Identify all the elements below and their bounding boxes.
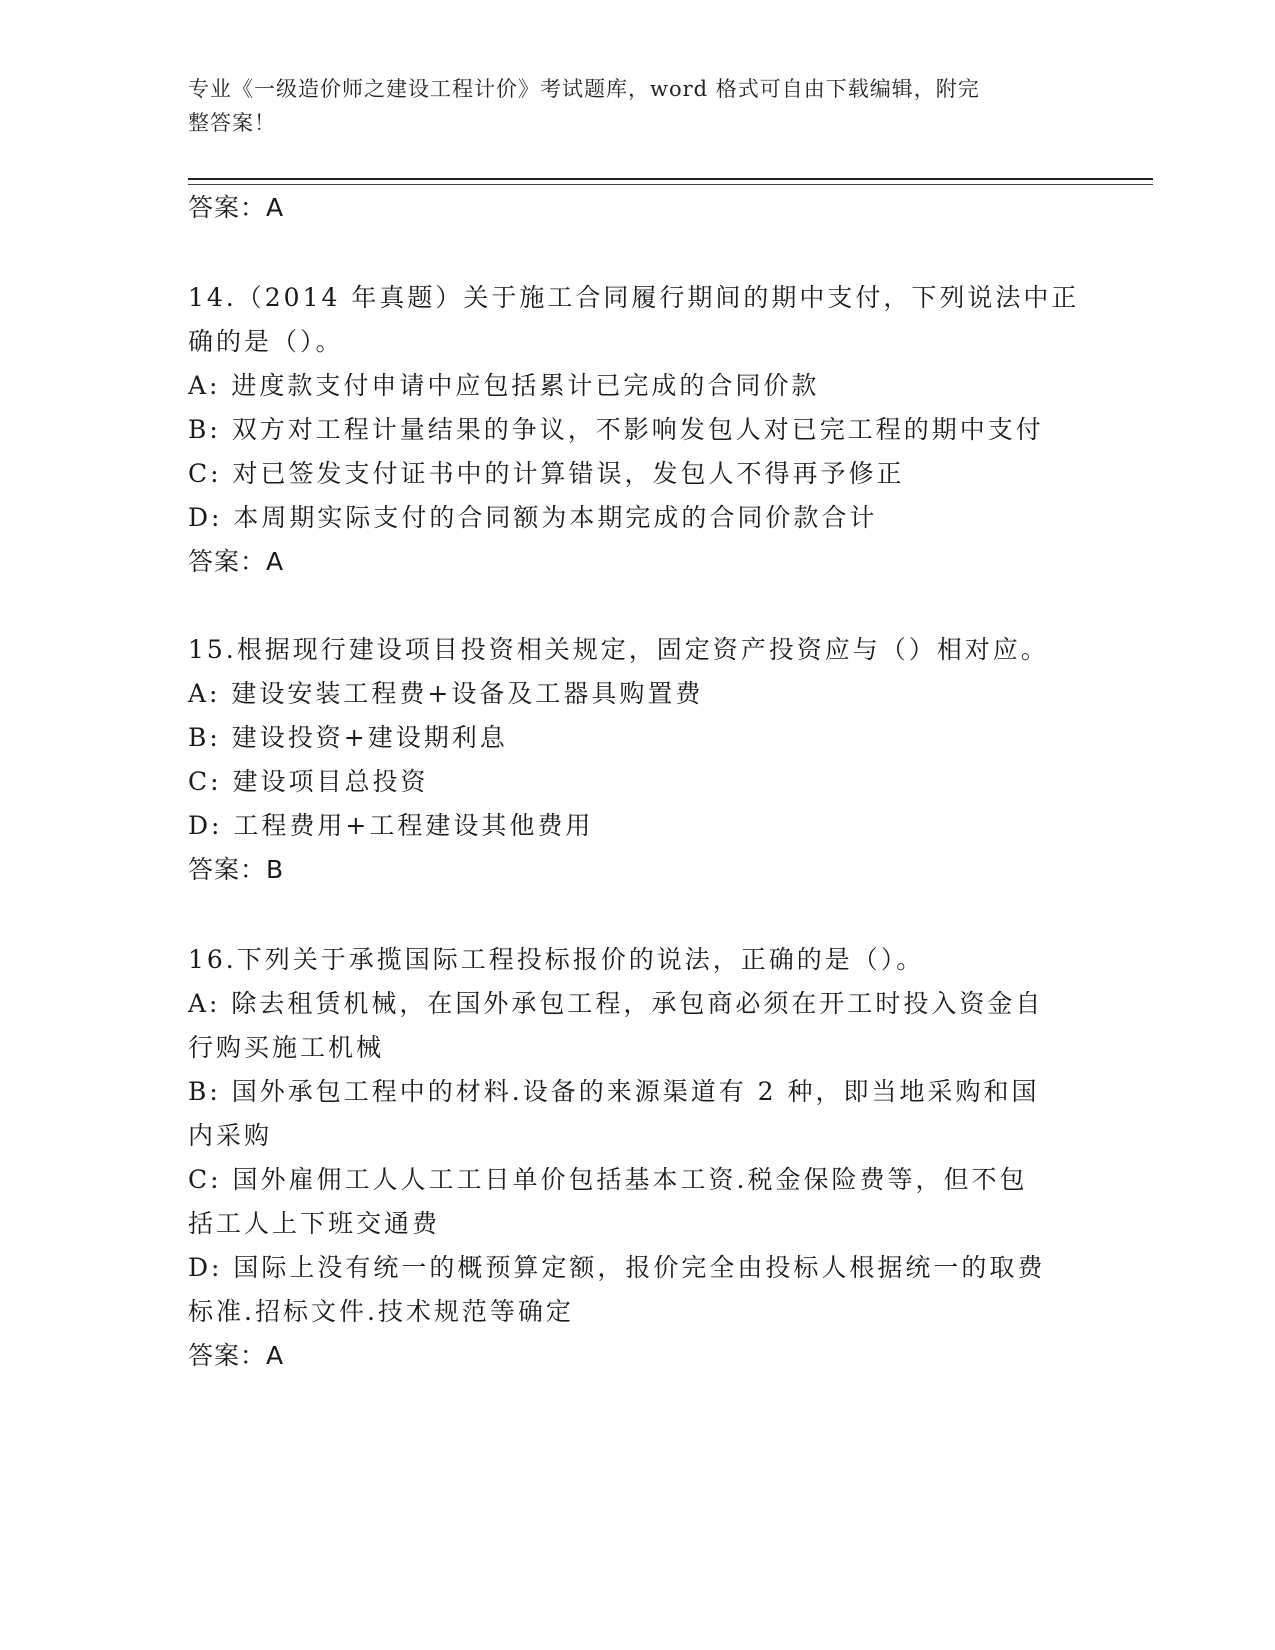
question-16-option-d-line-2: 标准.招标文件.技术规范等确定 bbox=[188, 1297, 574, 1326]
question-16-option-c-line-2: 括工人上下班交通费 bbox=[188, 1209, 441, 1238]
question-15-option-a: A: 建设安装工程费+设备及工器具购置费 bbox=[188, 679, 704, 708]
question-15-option-d: D: 工程费用+工程建设其他费用 bbox=[188, 811, 594, 840]
question-14-option-a: A: 进度款支付申请中应包括累计已完成的合同价款 bbox=[188, 371, 820, 400]
question-16-option-a-line-2: 行购买施工机械 bbox=[188, 1033, 385, 1062]
header-rule-thin bbox=[188, 184, 1153, 185]
question-16-option-b-line-1: B: 国外承包工程中的材料.设备的来源渠道有 2 种，即当地采购和国 bbox=[188, 1077, 1040, 1106]
question-16-option-b-line-2: 内采购 bbox=[188, 1121, 273, 1150]
header-line-1: 专业《一级造价师之建设工程计价》考试题库，word 格式可自由下载编辑，附完 bbox=[188, 77, 980, 101]
question-14-option-c: C: 对已签发支付证书中的计算错误，发包人不得再予修正 bbox=[188, 459, 905, 488]
question-14-option-d: D: 本周期实际支付的合同额为本期完成的合同价款合计 bbox=[188, 503, 878, 532]
answer-previous: 答案：A bbox=[188, 193, 285, 222]
question-15-option-c: C: 建设项目总投资 bbox=[188, 767, 429, 796]
document-header bbox=[188, 72, 1088, 140]
question-14-answer: 答案：A bbox=[188, 547, 285, 576]
header-line-2: 整答案！ bbox=[188, 111, 276, 135]
question-14-stem-line-2: 确的是（）。 bbox=[188, 327, 344, 356]
question-16-option-c-line-1: C: 国外雇佣工人人工工日单价包括基本工资.税金保险费等，但不包 bbox=[188, 1165, 1028, 1194]
question-14-stem-line-1: 14.（2014 年真题）关于施工合同履行期间的期中支付，下列说法中正 bbox=[188, 283, 1080, 312]
question-16-stem: 16.下列关于承揽国际工程投标报价的说法，正确的是（）。 bbox=[188, 945, 925, 974]
header-rule-thick bbox=[188, 178, 1153, 180]
question-15-stem: 15.根据现行建设项目投资相关规定，固定资产投资应与（）相对应。 bbox=[188, 635, 1049, 664]
question-16-option-a-line-1: A: 除去租赁机械，在国外承包工程，承包商必须在开工时投入资金自 bbox=[188, 989, 1044, 1018]
question-16-option-d-line-1: D: 国际上没有统一的概预算定额，报价完全由投标人根据统一的取费 bbox=[188, 1253, 1046, 1282]
question-16-answer: 答案：A bbox=[188, 1341, 285, 1370]
question-15-answer: 答案：B bbox=[188, 855, 285, 884]
question-14-option-b: B: 双方对工程计量结果的争议，不影响发包人对已完工程的期中支付 bbox=[188, 415, 1044, 444]
question-15-option-b: B: 建设投资+建设期利息 bbox=[188, 723, 508, 752]
